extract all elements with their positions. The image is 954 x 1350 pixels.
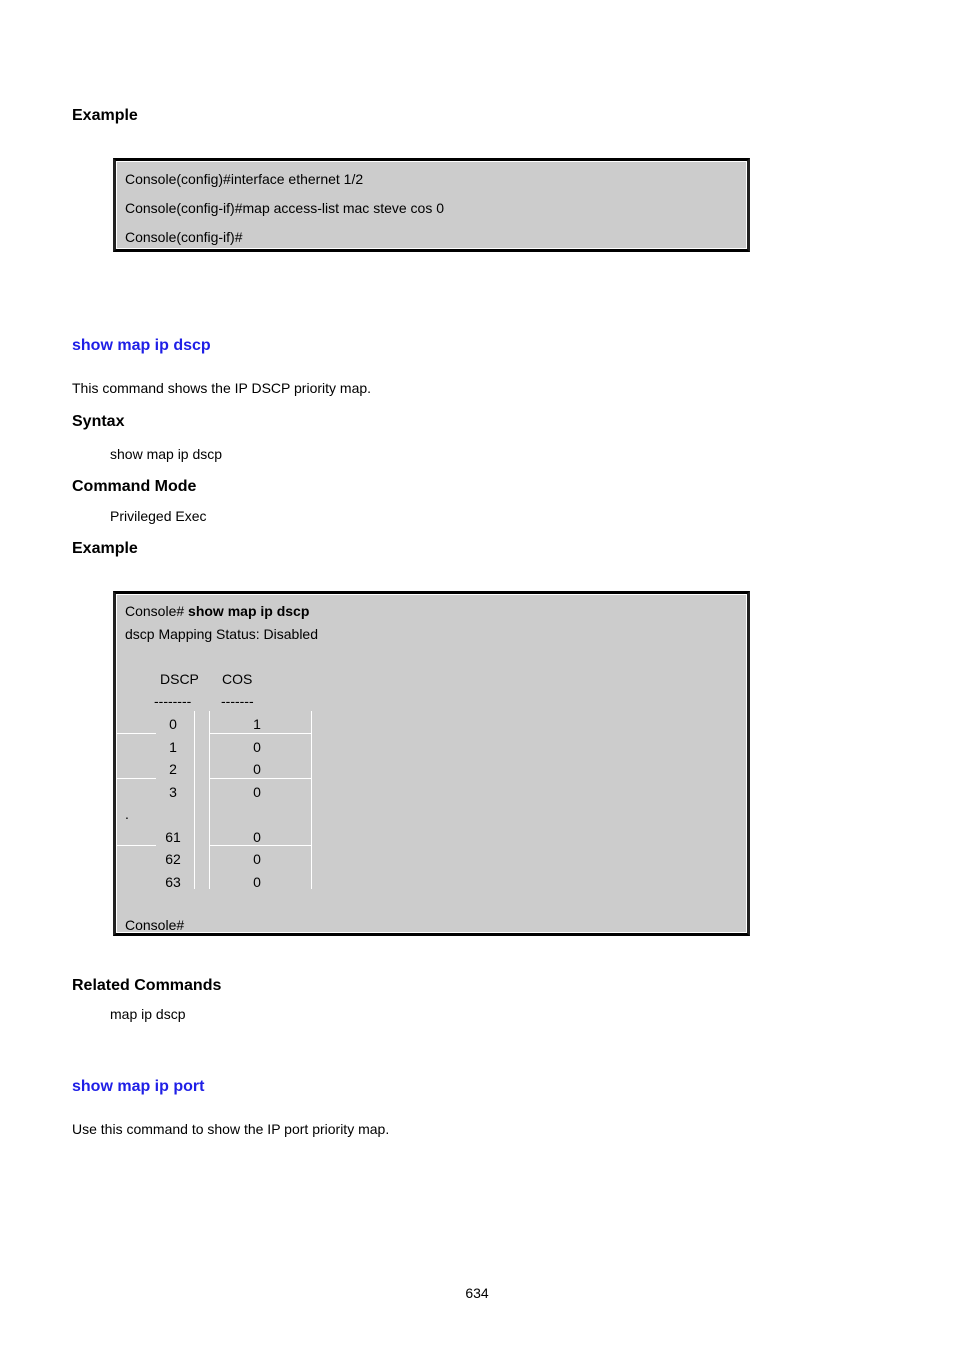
console-prompt: Console#: [125, 603, 185, 619]
separator-dscp: --------: [154, 693, 192, 709]
related-command-link[interactable]: map ip dscp: [110, 1006, 186, 1022]
console-ellipsis: .: [125, 806, 129, 822]
console-command-line: [125, 603, 309, 619]
related-commands-heading: Related Commands: [72, 977, 222, 994]
cos-value: 0: [253, 829, 261, 845]
table-rule: [209, 733, 311, 734]
table-divider: [209, 711, 210, 889]
console-line: Console(config)#interface ethernet 1/2: [125, 171, 364, 187]
console-line: Console(config-if)#map access-list mac steve cos 0: [125, 200, 445, 216]
dscp-value: 63: [165, 874, 181, 890]
dscp-value: 62: [165, 851, 181, 867]
dscp-value: 3: [169, 784, 177, 800]
command-title-show-map-ip-port: show map ip port: [72, 1078, 205, 1095]
table-rule: [209, 845, 311, 846]
cos-value: 0: [253, 784, 261, 800]
syntax-text: show map ip dscp: [110, 446, 223, 462]
cos-value: 0: [253, 761, 261, 777]
cos-value: 1: [253, 716, 261, 732]
table-rule: [116, 845, 156, 846]
column-header-cos: COS: [222, 671, 253, 687]
dscp-value: 2: [169, 761, 177, 777]
page-number: 634: [465, 1285, 489, 1301]
syntax-heading: Syntax: [72, 413, 125, 430]
dscp-value: 61: [165, 829, 181, 845]
console-command: show map ip dscp: [188, 603, 310, 619]
dscp-value: 0: [169, 716, 177, 732]
console-box-1: [113, 158, 750, 252]
console-line: Console(config-if)#: [125, 229, 243, 245]
console-final-prompt: Console#: [125, 917, 185, 933]
table-rule: [116, 778, 156, 779]
cos-value: 0: [253, 739, 261, 755]
cos-value: 0: [253, 874, 261, 890]
table-divider: [311, 711, 312, 889]
command-description: This command shows the IP DSCP priority map.: [72, 380, 372, 396]
command-mode-text: Privileged Exec: [110, 508, 207, 524]
console-box-2: [113, 591, 750, 936]
table-rule: [209, 778, 311, 779]
command-title-show-map-ip-dscp: show map ip dscp: [72, 337, 211, 354]
table-divider: [194, 711, 195, 889]
column-header-dscp: DSCP: [160, 671, 199, 687]
example-heading-1: Example: [72, 107, 138, 124]
separator-cos: -------: [221, 693, 254, 709]
table-rule: [116, 733, 156, 734]
dscp-value: 1: [169, 739, 177, 755]
example-heading-2: Example: [72, 540, 138, 557]
command-description-2: Use this command to show the IP port priority map.: [72, 1121, 390, 1137]
cos-value: 0: [253, 851, 261, 867]
command-mode-heading: Command Mode: [72, 478, 197, 495]
console-status: dscp Mapping Status: Disabled: [125, 626, 318, 642]
